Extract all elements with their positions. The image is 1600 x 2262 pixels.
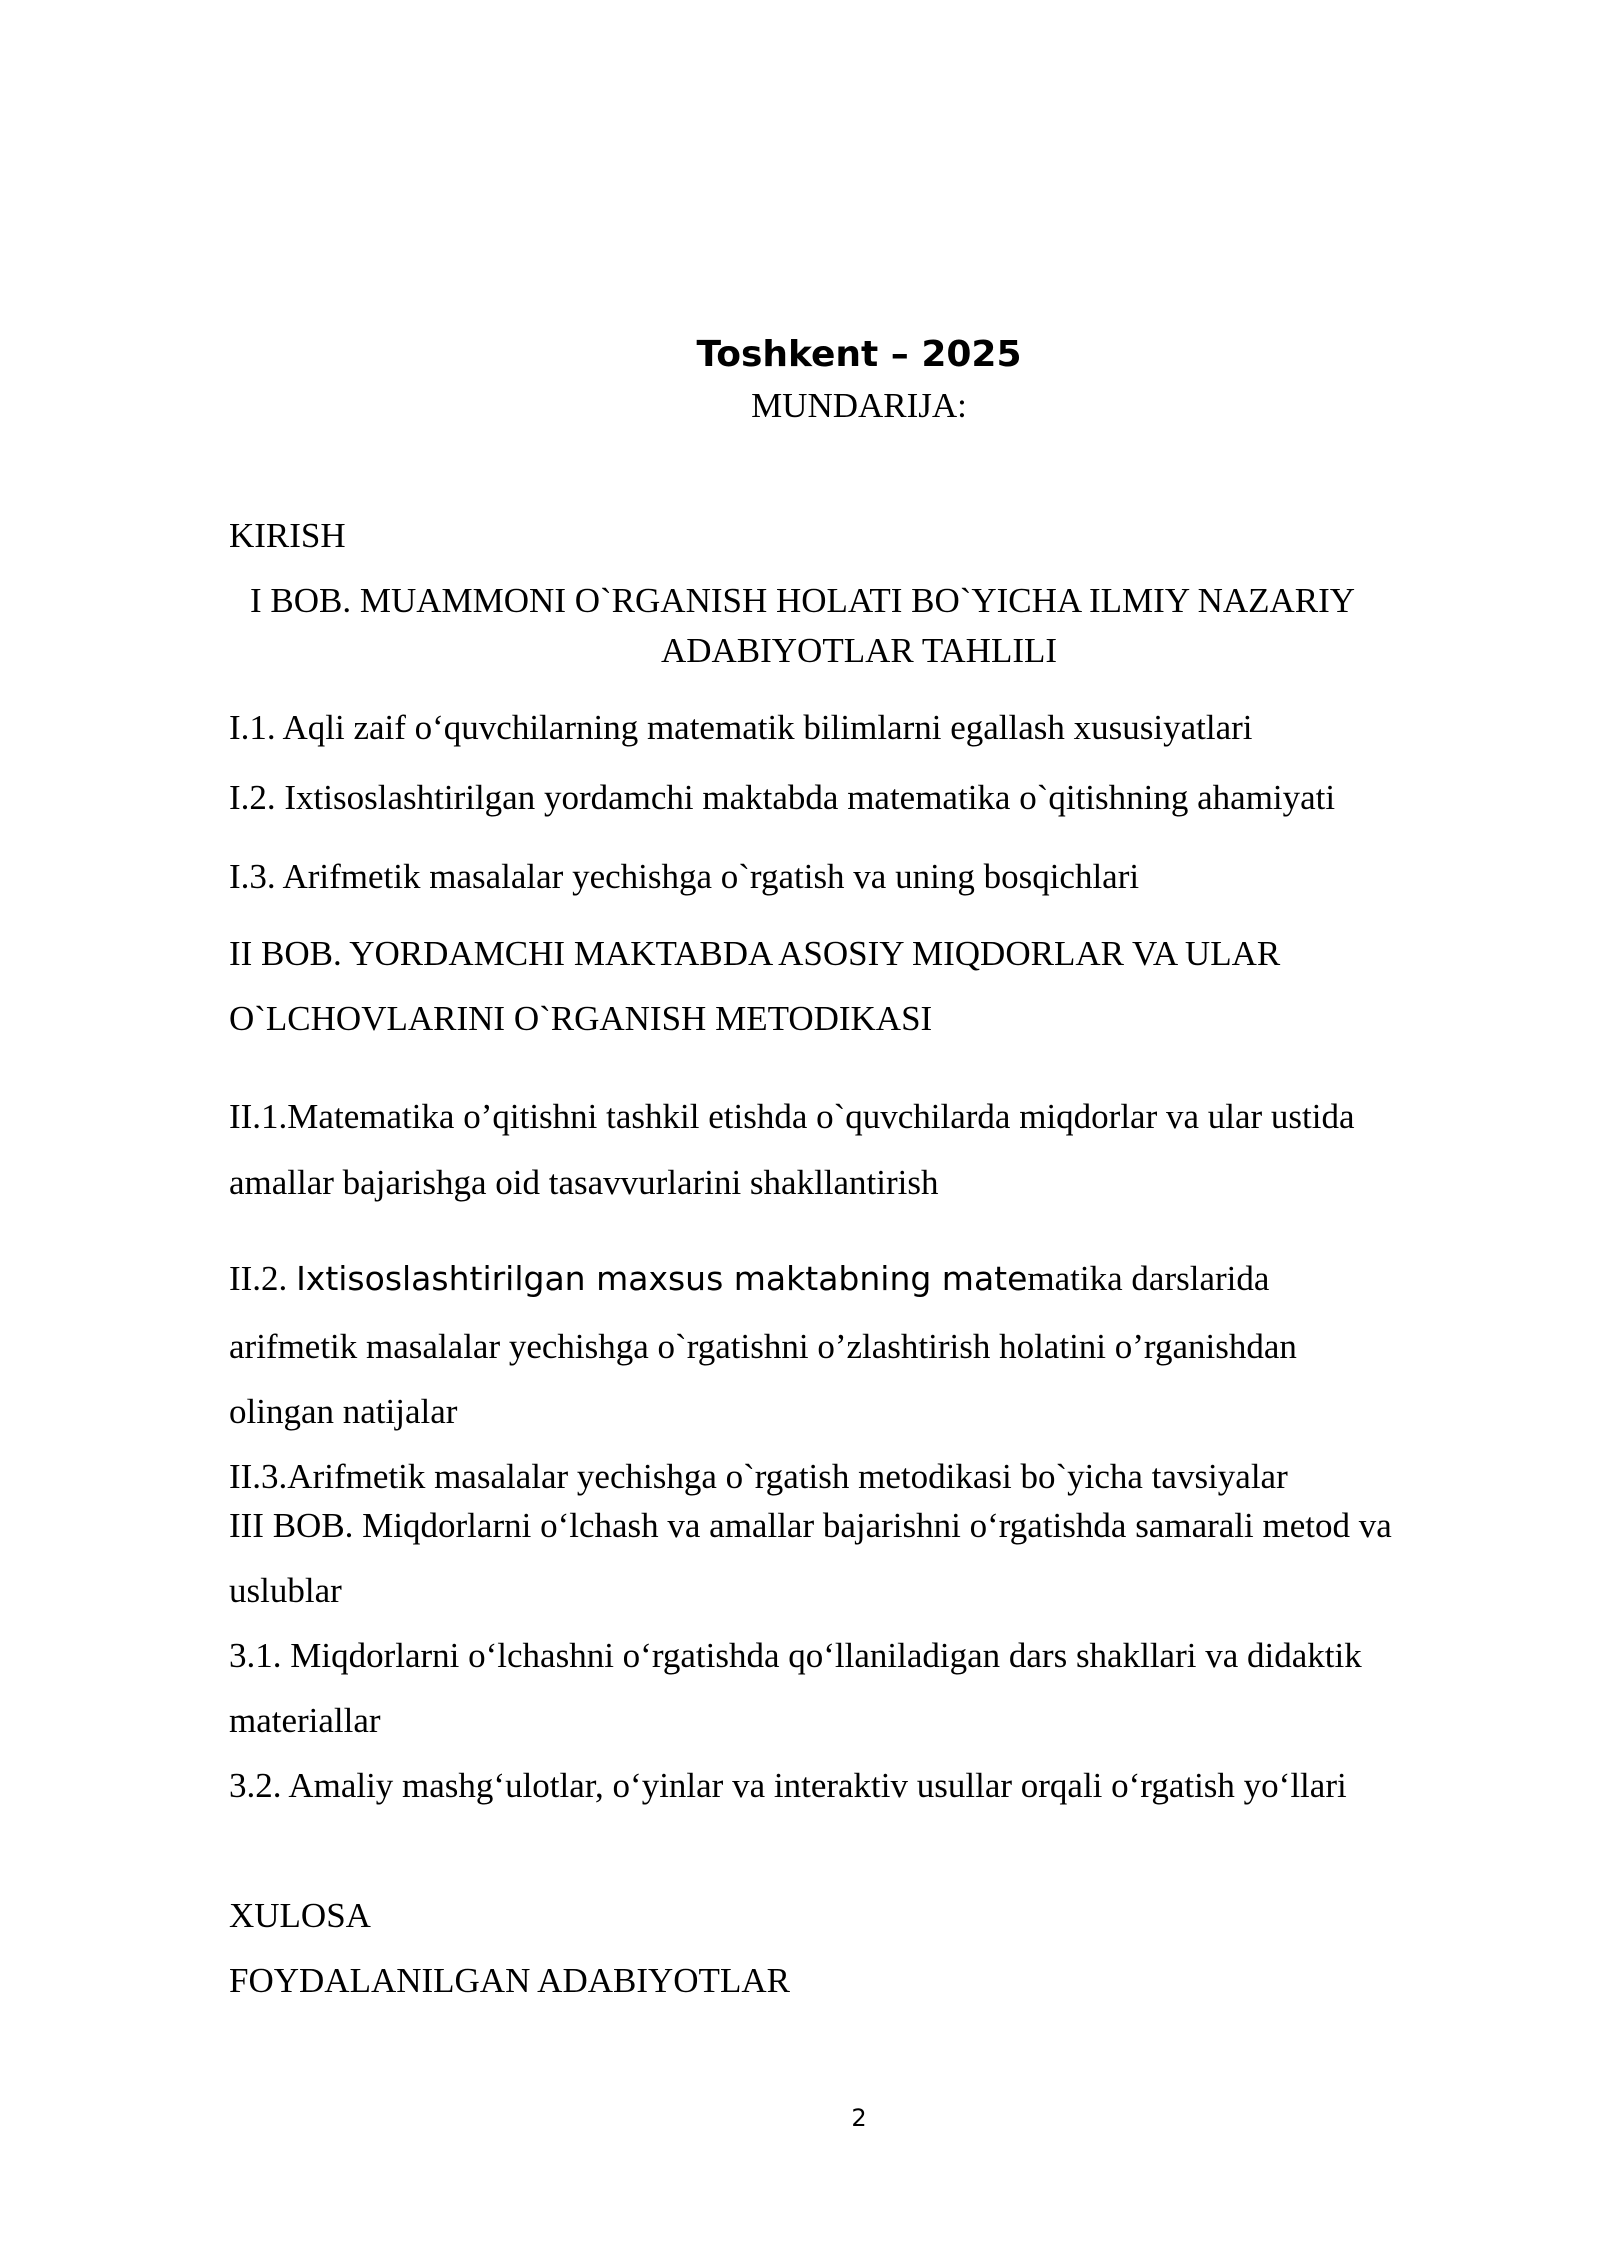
- toc-chapter-3-title-line1: III BOB. Miqdorlarni o‘lchash va amallar bajarishni o‘rgatishda samarali metod va: [229, 1506, 1392, 1545]
- toc-chapter-2-title-line1: II BOB. YORDAMCHI MAKTABDA ASOSIY MIQDORLAR VA ULAR: [229, 934, 1281, 973]
- toc-section-3-2: 3.2. Amaliy mashg‘ulotlar, o‘yinlar va interaktiv usullar orqali o‘rgatish yo‘llari: [229, 1766, 1347, 1805]
- page-number: 2: [851, 2104, 867, 2132]
- toc-section-2-2-line2: arifmetik masalalar yechishga o`rgatishni o’zlashtirish holatini o’rganishdan: [229, 1327, 1297, 1366]
- toc-entry-adabiyotlar: FOYDALANILGAN ADABIYOTLAR: [229, 1961, 790, 2000]
- toc-section-2-2-sans-part: Ixtisoslashtirilgan maxsus maktabning mate: [296, 1259, 1028, 1298]
- toc-section-1-2: I.2. Ixtisoslashtirilgan yordamchi maktabda matematika o`qitishning ahamiyati: [229, 778, 1336, 817]
- toc-title: MUNDARIJA:: [751, 386, 967, 425]
- toc-chapter-2-title-line2: O`LCHOVLARINI O`RGANISH METODIKASI: [229, 999, 933, 1038]
- toc-entry-kirish: KIRISH: [229, 516, 346, 555]
- toc-chapter-1-title-line1: I BOB. MUAMMONI O`RGANISH HOLATI BO`YICHA ILMIY NAZARIY: [250, 581, 1356, 620]
- toc-section-2-2-suffix: matika darslarida: [1027, 1259, 1270, 1298]
- toc-section-2-2-line1: [229, 1258, 1269, 1300]
- toc-chapter-3-title-line2: uslublar: [229, 1571, 342, 1610]
- toc-section-2-1-line2: amallar bajarishga oid tasavvurlarini shakllantirish: [229, 1163, 939, 1202]
- toc-section-1-1: I.1. Aqli zaif o‘quvchilarning matematik bilimlarni egallash xususiyatlari: [229, 708, 1253, 747]
- toc-section-2-3: II.3.Arifmetik masalalar yechishga o`rgatish metodikasi bo`yicha tavsiyalar: [229, 1457, 1288, 1496]
- toc-entry-xulosa: XULOSA: [229, 1896, 371, 1935]
- toc-chapter-1-title-line2: ADABIYOTLAR TAHLILI: [660, 631, 1058, 670]
- city-year-heading: Toshkent – 2025: [696, 334, 1022, 375]
- toc-section-2-2-prefix: II.2.: [229, 1259, 297, 1298]
- toc-section-1-3: I.3. Arifmetik masalalar yechishga o`rgatish va uning bosqichlari: [229, 857, 1140, 896]
- toc-section-3-1-line1: 3.1. Miqdorlarni o‘lchashni o‘rgatishda qo‘llaniladigan dars shakllari va didaktik: [229, 1636, 1362, 1675]
- toc-section-2-2-line3: olingan natijalar: [229, 1392, 458, 1431]
- toc-section-3-1-line2: materiallar: [229, 1701, 381, 1740]
- toc-section-2-1-line1: II.1.Matematika o’qitishni tashkil etishda o`quvchilarda miqdorlar va ular ustida: [229, 1097, 1355, 1136]
